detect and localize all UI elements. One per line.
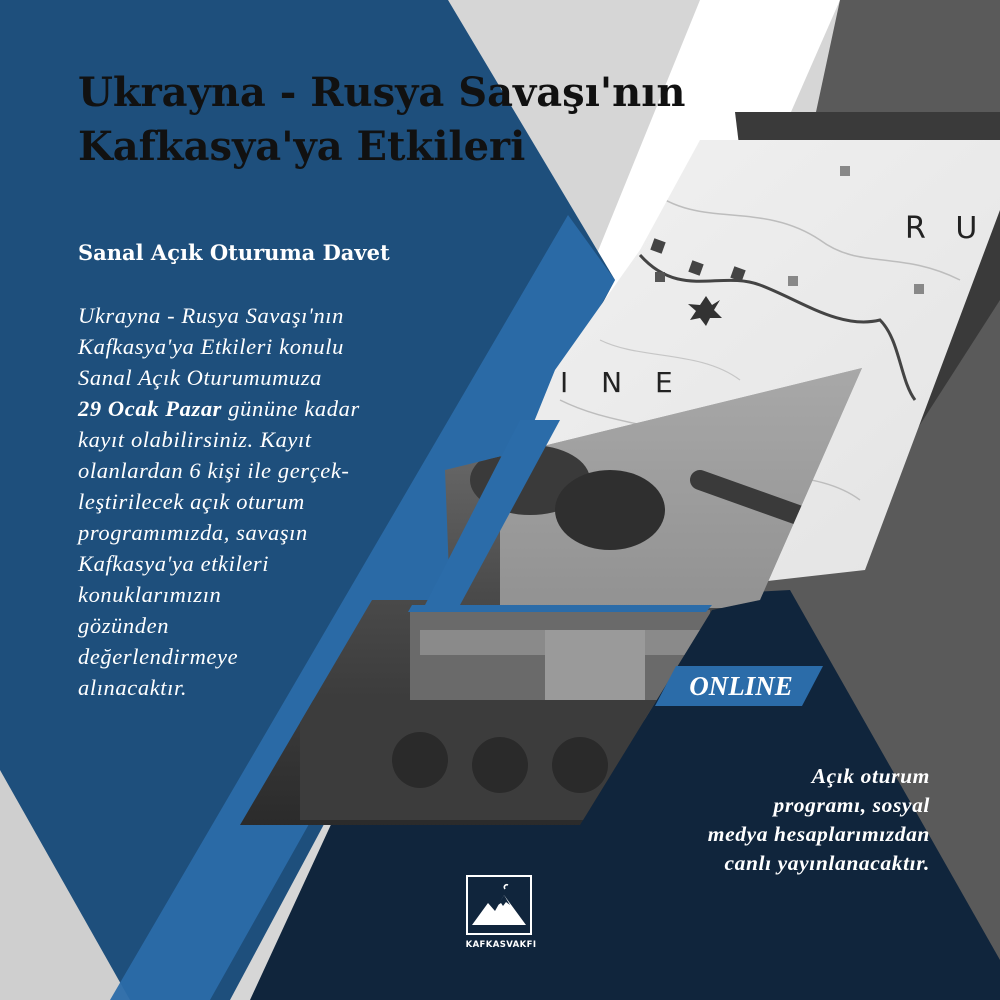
- broadcast-line-3: medya hesaplarımızdan: [707, 822, 930, 846]
- body-line-7: leştirilecek açık oturum: [78, 489, 305, 514]
- body-line-9: Kafkasya'ya etkileri: [78, 551, 270, 576]
- map-label-ukraine: I N E: [560, 366, 685, 399]
- broadcast-text: [610, 762, 930, 878]
- poster-title: [78, 66, 778, 174]
- body-line-3: Sanal Açık Oturumumuza: [78, 365, 323, 390]
- title-line-2: Kafkasya'ya Etkileri: [78, 123, 526, 170]
- mountain-icon: [468, 877, 530, 933]
- logo-text: KAFKASVAKFI: [465, 940, 537, 950]
- broadcast-line-4: canlı yayınlanacaktır.: [724, 851, 930, 875]
- online-badge: ONLINE: [689, 671, 793, 701]
- date-suffix: gününe kadar: [222, 396, 360, 421]
- body-line-5: kayıt olabilirsiniz. Kayıt: [78, 427, 312, 452]
- subtitle: Sanal Açık Oturuma Davet: [78, 240, 390, 265]
- broadcast-line-2: programı, sosyal: [773, 793, 930, 817]
- map-label-ru: R U: [905, 211, 988, 246]
- broadcast-line-1: Açık oturum: [811, 764, 930, 788]
- body-line-13: alınacaktır.: [78, 675, 188, 700]
- body-line-6: olanlardan 6 kişi ile gerçek-: [78, 458, 350, 483]
- kafkas-vakfi-logo: [466, 875, 532, 935]
- body-line-2: Kafkasya'ya Etkileri konulu: [78, 334, 344, 359]
- title-line-1: Ukrayna - Rusya Savaşı'nın: [78, 69, 686, 116]
- body-line-11: gözünden: [78, 613, 170, 638]
- body-line-1: Ukrayna - Rusya Savaşı'nın: [78, 303, 344, 328]
- invitation-text: [78, 300, 423, 703]
- registration-date: 29 Ocak Pazar: [78, 396, 223, 421]
- body-line-10: konuklarımızın: [78, 582, 222, 607]
- body-line-12: değerlendirmeye: [78, 644, 239, 669]
- body-line-8: programımızda, savaşın: [78, 520, 308, 545]
